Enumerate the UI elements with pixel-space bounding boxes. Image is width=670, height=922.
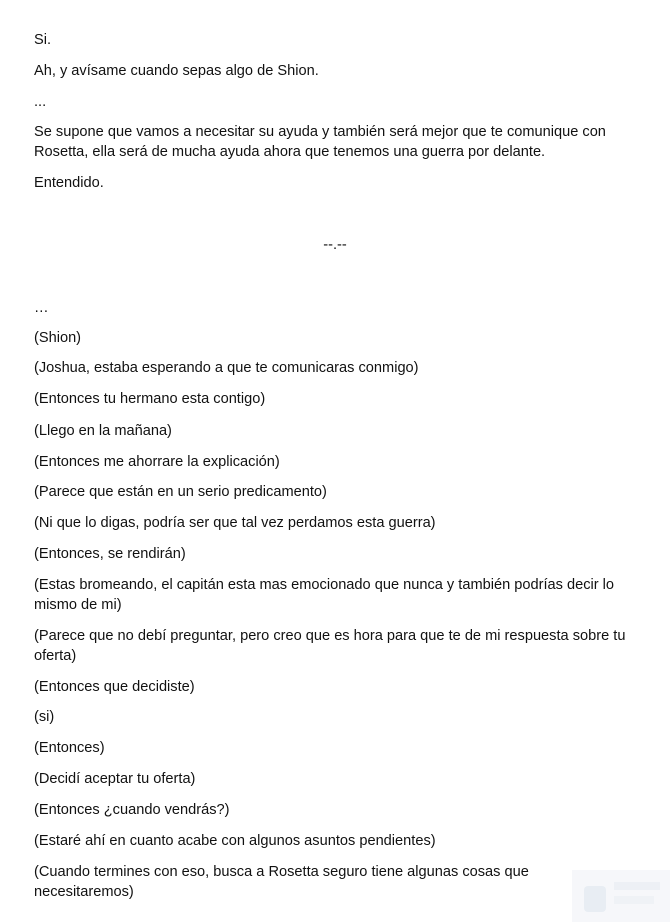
- dialogue-line: (Entonces que decidiste): [34, 679, 195, 695]
- dialogue-paragraph: (Parece que no debí preguntar, pero creo que es hora para que te de mi respuesta sobre tu oferta): [34, 628, 626, 664]
- text-paragraph: Se supone que vamos a necesitar su ayuda y también será mejor que te comunique con Rosetta, ella será de mucha ayuda ahora que tenemos una guerra por delante.: [34, 124, 606, 160]
- dialogue-line: (Shion): [34, 330, 82, 346]
- dialogue-paragraph: (Estas bromeando, el capitán esta mas emocionado que nunca y también podrías decir lo mismo de mi): [34, 577, 615, 613]
- text-line: ...: [34, 94, 47, 110]
- dialogue-line: (Estaré ahí en cuanto acabe con algunos asuntos pendientes): [34, 833, 436, 849]
- text-line: Ah, y avísame cuando sepas algo de Shion.: [34, 63, 319, 79]
- dialogue-line: (si): [34, 709, 55, 725]
- watermark-stripe: [614, 882, 660, 890]
- dialogue-line: (Entonces ¿cuando vendrás?): [34, 802, 230, 818]
- text-line: Entendido.: [34, 175, 104, 191]
- dialogue-line: (Parece que están en un serio predicamento): [34, 484, 327, 500]
- dialogue-line: (Entonces tu hermano esta contigo): [34, 391, 266, 407]
- watermark-logo: [572, 870, 670, 922]
- watermark-emblem-icon: [584, 886, 606, 912]
- dialogue-line: (Entonces, se rendirán): [34, 546, 186, 562]
- watermark-stripe: [614, 896, 654, 904]
- dialogue-line: (Decidí aceptar tu oferta): [34, 771, 196, 787]
- dialogue-line: (Llego en la mañana): [34, 423, 172, 439]
- dialogue-line: (Ni que lo digas, podría ser que tal vez perdamos esta guerra): [34, 515, 436, 531]
- text-line: …: [34, 300, 49, 316]
- text-line: Si.: [34, 32, 52, 48]
- dialogue-line: (Entonces me ahorrare la explicación): [34, 454, 280, 470]
- dialogue-line: (Joshua, estaba esperando a que te comunicaras conmigo): [34, 360, 419, 376]
- section-separator: --.--: [323, 237, 347, 253]
- dialogue-line: (Entonces): [34, 740, 105, 756]
- dialogue-paragraph: (Cuando termines con eso, busca a Rosetta seguro tiene algunas cosas que necesitaremos): [34, 864, 529, 900]
